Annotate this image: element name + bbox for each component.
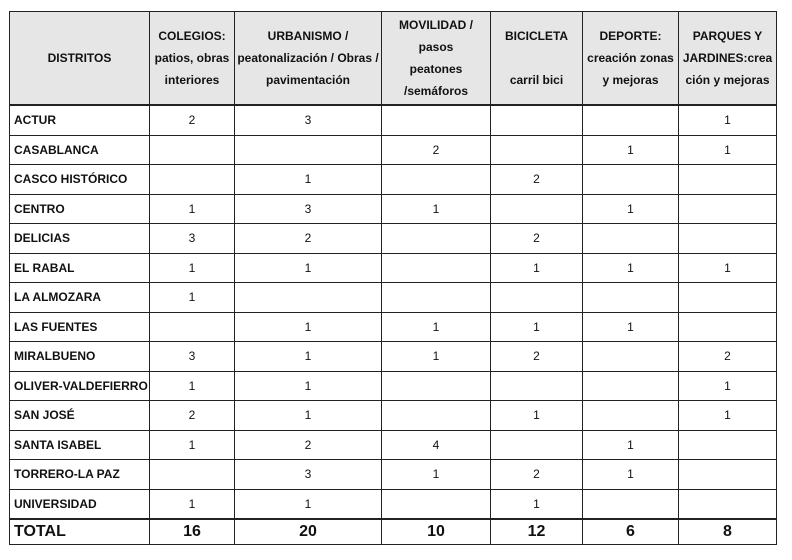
table-cell: 1 (583, 430, 679, 460)
header-urbanismo (235, 12, 382, 106)
district-name: TORRERO-LA PAZ (10, 460, 150, 490)
table-cell (382, 401, 491, 431)
table-row (10, 105, 777, 135)
district-table-container (9, 11, 777, 545)
table-cell: 1 (150, 194, 235, 224)
table-cell: 1 (583, 135, 679, 165)
table-cell: 1 (235, 165, 382, 195)
table-cell: 3 (235, 105, 382, 135)
total-row (10, 519, 777, 545)
table-cell: 1 (235, 312, 382, 342)
table-cell (679, 194, 777, 224)
header-colegios (150, 12, 235, 106)
header-line: ción y mejoras (685, 73, 770, 87)
total-cell: 16 (150, 519, 235, 545)
header-parques (679, 12, 777, 106)
table-row (10, 194, 777, 224)
table-cell: 1 (382, 194, 491, 224)
table-cell: 2 (491, 460, 583, 490)
header-line: peatones (409, 62, 463, 76)
table-cell (679, 460, 777, 490)
table-cell (583, 283, 679, 313)
table-cell (382, 489, 491, 519)
district-name: LA ALMOZARA (10, 283, 150, 313)
header-line: interiores (164, 73, 220, 87)
table-row (10, 253, 777, 283)
table-cell: 1 (491, 401, 583, 431)
table-cell: 3 (150, 342, 235, 372)
table-cell: 1 (235, 401, 382, 431)
table-cell (583, 401, 679, 431)
header-bicicleta (491, 12, 583, 106)
total-cell: 8 (679, 519, 777, 545)
table-row (10, 224, 777, 254)
table-cell: 2 (491, 165, 583, 195)
district-name: ACTUR (10, 105, 150, 135)
table-cell: 1 (583, 460, 679, 490)
total-label: TOTAL (10, 519, 150, 545)
header-line: carril bici (509, 73, 564, 87)
table-row (10, 312, 777, 342)
header-line: COLEGIOS: (158, 29, 226, 43)
district-name: DELICIAS (10, 224, 150, 254)
table-cell (583, 371, 679, 401)
table-row (10, 342, 777, 372)
table-cell (679, 489, 777, 519)
total-cell: 10 (382, 519, 491, 545)
table-cell: 2 (491, 224, 583, 254)
table-cell (382, 165, 491, 195)
header-deporte (583, 12, 679, 106)
table-cell (382, 283, 491, 313)
table-cell (491, 105, 583, 135)
district-name: CASCO HISTÓRICO (10, 165, 150, 195)
header-row (10, 12, 777, 106)
table-row (10, 371, 777, 401)
table-body (10, 105, 777, 519)
table-cell: 1 (583, 253, 679, 283)
table-cell: 1 (679, 371, 777, 401)
district-name: UNIVERSIDAD (10, 489, 150, 519)
table-cell: 1 (583, 194, 679, 224)
table-cell: 1 (150, 283, 235, 313)
table-cell: 1 (679, 401, 777, 431)
table-cell (491, 430, 583, 460)
table-cell: 1 (679, 105, 777, 135)
header-line: patios, obras (154, 51, 230, 65)
total-cell: 12 (491, 519, 583, 545)
table-cell: 2 (382, 135, 491, 165)
table-cell (382, 371, 491, 401)
table-row (10, 460, 777, 490)
table-cell (150, 135, 235, 165)
district-name: LAS FUENTES (10, 312, 150, 342)
table-cell: 2 (491, 342, 583, 372)
table-cell (679, 224, 777, 254)
table-cell (583, 489, 679, 519)
table-cell (382, 105, 491, 135)
table-cell (583, 342, 679, 372)
header-spacer (491, 47, 582, 69)
header-line: peatonalización / Obras / (237, 51, 379, 65)
district-table (9, 11, 777, 545)
header-line: MOVILIDAD / (399, 18, 473, 32)
table-cell: 1 (679, 135, 777, 165)
header-line: DISTRITOS (47, 51, 112, 65)
table-cell (679, 283, 777, 313)
header-line: creación zonas (587, 51, 674, 65)
table-cell: 1 (382, 342, 491, 372)
table-row (10, 489, 777, 519)
table-cell: 1 (150, 371, 235, 401)
table-cell: 2 (150, 105, 235, 135)
district-name: EL RABAL (10, 253, 150, 283)
table-cell: 1 (382, 312, 491, 342)
total-cell: 6 (583, 519, 679, 545)
table-cell: 1 (679, 253, 777, 283)
header-line: PARQUES Y (692, 29, 763, 43)
table-cell: 1 (491, 312, 583, 342)
table-cell: 3 (235, 194, 382, 224)
table-cell: 1 (235, 489, 382, 519)
table-cell: 1 (235, 253, 382, 283)
table-cell (679, 430, 777, 460)
table-cell: 2 (235, 224, 382, 254)
table-cell: 1 (583, 312, 679, 342)
table-cell: 1 (235, 371, 382, 401)
header-line: y mejoras (602, 73, 659, 87)
total-cell: 20 (235, 519, 382, 545)
header-line: JARDINES:crea (682, 51, 773, 65)
table-row (10, 135, 777, 165)
table-row (10, 430, 777, 460)
table-cell: 1 (491, 253, 583, 283)
district-name: SANTA ISABEL (10, 430, 150, 460)
table-cell (491, 283, 583, 313)
district-name: CASABLANCA (10, 135, 150, 165)
district-name: OLIVER-VALDEFIERRO (10, 371, 150, 401)
table-row (10, 283, 777, 313)
table-cell: 3 (150, 224, 235, 254)
table-cell: 3 (235, 460, 382, 490)
table-cell (150, 312, 235, 342)
table-cell: 1 (491, 489, 583, 519)
table-cell: 2 (235, 430, 382, 460)
header-line: URBANISMO / (267, 29, 349, 43)
header-movilidad (382, 12, 491, 106)
table-row (10, 401, 777, 431)
header-line: BICICLETA (504, 29, 569, 43)
table-cell (150, 460, 235, 490)
district-name: CENTRO (10, 194, 150, 224)
table-cell: 1 (235, 342, 382, 372)
table-cell: 1 (150, 253, 235, 283)
header-line: /semáforos (403, 84, 469, 98)
table-cell: 2 (150, 401, 235, 431)
table-cell (491, 371, 583, 401)
table-cell (679, 312, 777, 342)
table-cell (583, 105, 679, 135)
table-cell: 1 (150, 430, 235, 460)
table-cell (679, 165, 777, 195)
table-cell (491, 135, 583, 165)
header-line: DEPORTE: (599, 29, 662, 43)
table-cell (491, 194, 583, 224)
table-cell (583, 165, 679, 195)
table-cell: 4 (382, 430, 491, 460)
district-name: MIRALBUENO (10, 342, 150, 372)
table-cell (235, 283, 382, 313)
table-cell: 1 (382, 460, 491, 490)
table-cell (583, 224, 679, 254)
table-cell (150, 165, 235, 195)
header-line: pasos (418, 40, 454, 54)
table-cell (382, 224, 491, 254)
district-name: SAN JOSÉ (10, 401, 150, 431)
table-cell: 1 (150, 489, 235, 519)
table-cell: 2 (679, 342, 777, 372)
table-cell (235, 135, 382, 165)
header-line: pavimentación (265, 73, 351, 87)
header-distritos (10, 12, 150, 106)
table-cell (382, 253, 491, 283)
table-row (10, 165, 777, 195)
